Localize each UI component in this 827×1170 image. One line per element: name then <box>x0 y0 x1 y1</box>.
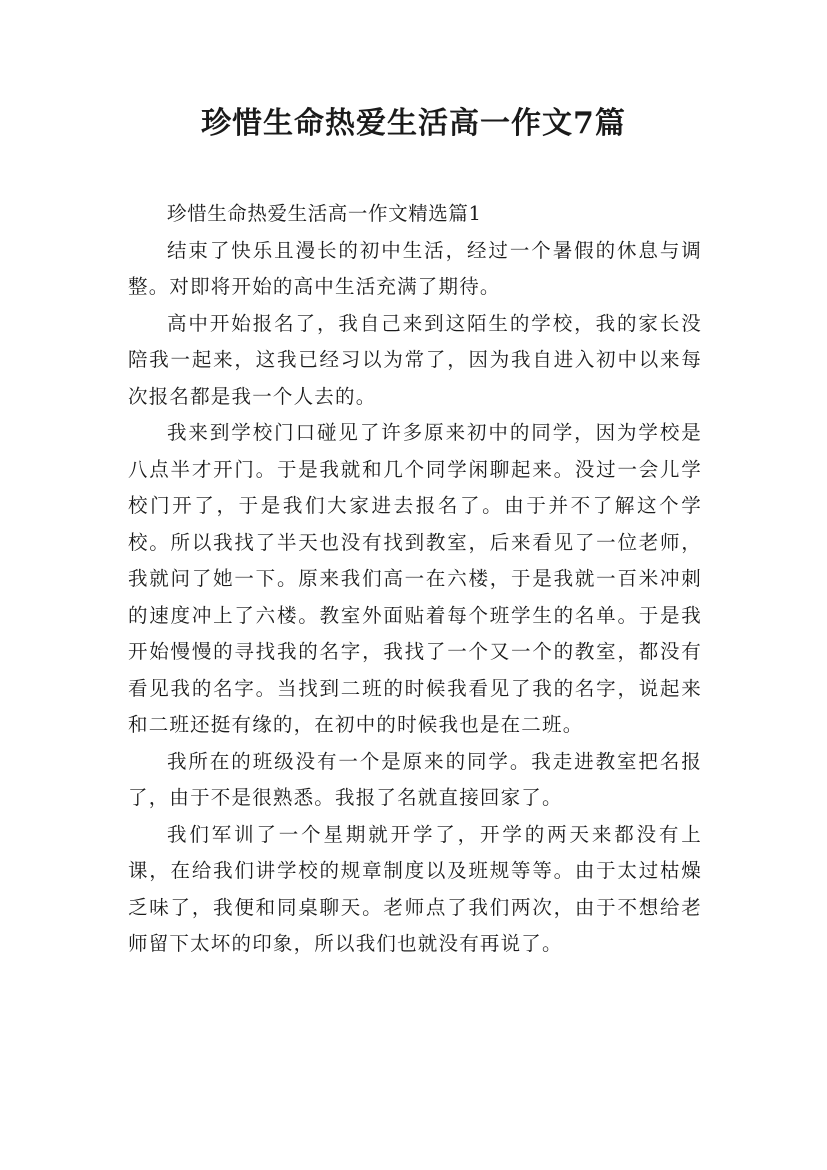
paragraph-3: 我来到学校门口碰见了许多原来初中的同学，因为学校是八点半才开门。于是我就和几个同学闲聊起来。没过一会儿学校门开了，于是我们大家进去报名了。由于并不了解这个学校。所以我找了半天也没有找到教室，后来看见了一位老师，我就问了她一下。原来我们高一在六楼，于是我就一百米冲刺的速度冲上了六楼。教室外面贴着每个班学生的名单。于是我开始慢慢的寻找我的名字，我找了一个又一个的教室，都没有看见我的名字。当找到二班的时候我看见了我的名字，说起来和二班还挺有缘的，在初中的时候我也是在二班。 <box>128 421 702 736</box>
paragraph-2: 高中开始报名了，我自己来到这陌生的学校，我的家长没陪我一起来，这我已经习以为常了，因为我自进入初中以来每次报名都是我一个人去的。 <box>128 311 702 408</box>
document-title: 珍惜生命热爱生活高一作文7篇 <box>201 106 626 141</box>
paragraph-4: 我所在的班级没有一个是原来的同学。我走进教室把名报了，由于不是很熟悉。我报了名就直接回家了。 <box>128 749 702 809</box>
paragraph-5: 我们军训了一个星期就开学了，开学的两天来都没有上课，在给我们讲学校的规章制度以及班规等等。由于太过枯燥乏味了，我便和同桌聊天。老师点了我们两次，由于不想给老师留下太坏的印象，所以我们也就没有再说了。 <box>128 822 702 955</box>
document-body <box>128 196 702 963</box>
paragraph-1: 结束了快乐且漫长的初中生活，经过一个暑假的休息与调整。对即将开始的高中生活充满了期待。 <box>128 238 702 298</box>
section-heading: 珍惜生命热爱生活高一作文精选篇1 <box>167 202 482 225</box>
